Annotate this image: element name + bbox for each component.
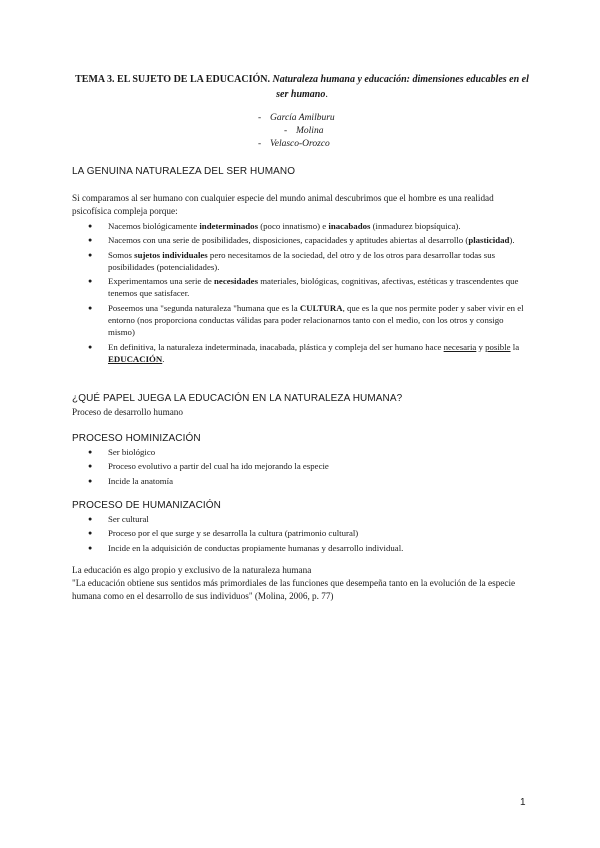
author-name: Velasco-Orozco bbox=[270, 139, 330, 149]
author-item: - Molina bbox=[284, 126, 324, 136]
list-item: ● Proceso por el que surge y se desarrolla la cultura (patrimonio cultural) bbox=[88, 527, 528, 539]
page-number: 1 bbox=[520, 797, 526, 808]
intro-paragraph: Si comparamos al ser humano con cualquier especie del mundo animal descubrimos que el hombre es una realidad psicofísica compleja porque: bbox=[72, 193, 494, 216]
section-heading-humanizacion: PROCESO DE HUMANIZACIÓN bbox=[72, 500, 221, 511]
list-item: ● Proceso evolutivo a partir del cual ha ido mejorando la especie bbox=[88, 460, 528, 472]
list-item: ● En definitiva, la naturaleza indeterminada, inacabada, plástica y compleja del ser humano hace necesaria y posible la EDUCACIÓN. bbox=[88, 341, 528, 366]
list-item: ● Experimentamos una serie de necesidades materiales, biológicas, cognitivas, afectivas, estéticas y trascendentes que tenemos que satisfacer. bbox=[88, 275, 528, 300]
author-name: García Amilburu bbox=[270, 113, 335, 123]
keyword: indeterminados bbox=[199, 221, 259, 231]
section-heading-naturaleza: LA GENUINA NATURALEZA DEL SER HUMANO bbox=[72, 166, 296, 177]
keyword: necesidades bbox=[214, 276, 259, 287]
keyword: sujetos individuales bbox=[134, 249, 208, 260]
humanizacion-bullet-list bbox=[88, 513, 528, 556]
author-item: - Velasco-Orozco bbox=[258, 139, 330, 149]
list-item: ● Ser biológico bbox=[88, 446, 528, 458]
document-title bbox=[72, 72, 532, 102]
hominizacion-bullet-list bbox=[88, 446, 528, 489]
list-item: ● Ser cultural bbox=[88, 513, 528, 525]
author-item: - García Amilburu bbox=[258, 113, 335, 123]
title-topic: TEMA 3. EL SUJETO DE LA EDUCACIÓN. bbox=[75, 74, 270, 85]
closing-line: La educación es algo propio y exclusivo de la naturaleza humana bbox=[72, 565, 312, 575]
list-item: ● Poseemos una "segunda naturaleza "humana que es la CULTURA, que es la que nos permite poder y saber vivir en el entorno (nos proporciona conductas válidas para poder relacionarnos tanto con el medio, con los otros y consigo mismo) bbox=[88, 302, 528, 339]
underlined-word: necesaria bbox=[443, 341, 477, 352]
authors-list bbox=[258, 112, 398, 151]
keyword: plasticidad bbox=[468, 235, 510, 246]
title-subtitle: Naturaleza humana y educación: dimensiones educables en el ser humano bbox=[269, 74, 529, 100]
list-item: ● Somos sujetos individuales pero necesitamos de la sociedad, del otro y de los otros para desarrollar todas sus posibilidades (potencialidades). bbox=[88, 249, 528, 274]
keyword: CULTURA bbox=[299, 302, 343, 313]
section-heading-papel: ¿QUÉ PAPEL JUEGA LA EDUCACIÓN EN LA NATURALEZA HUMANA? bbox=[72, 393, 403, 404]
closing-quote: "La educación obtiene sus sentidos más primordiales de las funciones que desempeña tanto en la evolución de la especie humana como en el desarrollo de sus individuos" (Molina, 2006, p. 77) bbox=[72, 578, 516, 601]
title-end: . bbox=[325, 89, 328, 100]
keyword: inacabados bbox=[328, 221, 371, 231]
section-heading-hominizacion: PROCESO HOMINIZACIÓN bbox=[72, 433, 201, 444]
list-item: ● Nacemos con una serie de posibilidades, disposiciones, capacidades y aptitudes abiertas al desarrollo (plasticidad). bbox=[88, 234, 528, 246]
naturaleza-bullet-list bbox=[88, 220, 528, 367]
list-item: ● Incide en la adquisición de conductas propiamente humanas y desarrollo individual. bbox=[88, 542, 528, 554]
underlined-word: posible bbox=[485, 341, 511, 352]
keyword: EDUCACIÓN bbox=[108, 353, 163, 364]
section-subtitle: Proceso de desarrollo humano bbox=[72, 407, 183, 417]
author-name: Molina bbox=[296, 126, 324, 136]
list-item: ● Incide la anatomía bbox=[88, 475, 528, 487]
list-item: ● Nacemos biológicamente indeterminados (poco innatismo) e inacabados (inmadurez biopsíquica). bbox=[88, 220, 528, 232]
